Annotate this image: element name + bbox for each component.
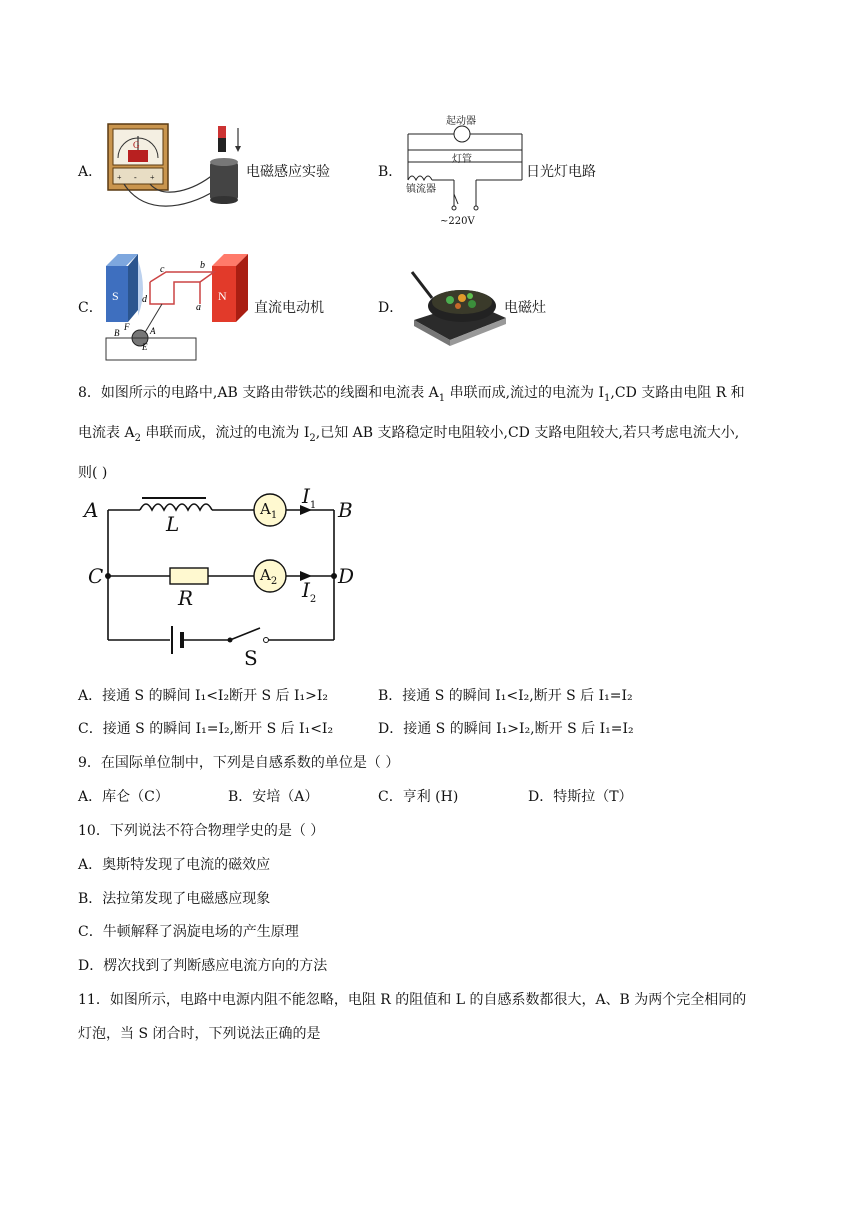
q8-option-b[interactable]: B．接通 S 的瞬间 I₁<I₂,断开 S 后 I₁=I₂ [378, 688, 633, 704]
q11-stem-line1: 11．如图所示，电路中电源内阻不能忽略，电阻 R 的阻值和 L 的自感系数都很大，A、B 为两个完全相同的 [78, 992, 747, 1008]
svg-text:+: + [150, 173, 155, 182]
q7-option-a-label: 电磁感应实验 [246, 164, 330, 180]
q7-option-d-label: 电磁灶 [504, 300, 546, 316]
node-a-label: A [84, 498, 99, 522]
ammeter-a2-label: $A_2$ [260, 566, 278, 587]
fig-starter-label: 起动器 [446, 116, 476, 127]
svg-text:E: E [142, 342, 148, 352]
node-d-label: D [338, 564, 355, 588]
q10-option-c[interactable]: C．牛顿解释了涡旋电场的产生原理 [78, 924, 299, 940]
fig-tube-label: 灯管 [452, 154, 472, 165]
q9-option-d[interactable]: D．特斯拉（T） [528, 789, 633, 805]
node-b-label: B [338, 498, 353, 522]
fluorescent-lamp-circuit-figure [404, 110, 528, 230]
q8-option-a[interactable]: A．接通 S 的瞬间 I₁<I₂断开 S 后 I₁>I₂ [78, 688, 329, 704]
circuit-wires [80, 484, 370, 674]
current-i2-label: $I_2$ [302, 578, 317, 605]
q7-option-b [378, 110, 678, 230]
svg-text:N: N [218, 289, 227, 303]
node-c-label: C [88, 564, 104, 588]
q8-option-c[interactable]: C．接通 S 的瞬间 I₁=I₂,断开 S 后 I₁<I₂ [78, 721, 334, 737]
q10-option-a[interactable]: A．奥斯特发现了电流的磁效应 [78, 857, 271, 873]
resistor-label: R [178, 586, 194, 610]
q10-stem: 10．下列说法不符合物理学史的是（ ） [78, 823, 325, 839]
current-i1-label: $I_1$ [302, 484, 317, 511]
q7-option-c [78, 246, 358, 366]
q7-option-b-letter: B． [378, 164, 403, 180]
svg-text:B: B [114, 328, 120, 338]
svg-text:S: S [112, 289, 119, 303]
q8-option-d[interactable]: D．接通 S 的瞬间 I₁>I₂,断开 S 后 I₁=I₂ [378, 721, 634, 737]
q8-stem-line1: 8．如图所示的电路中,AB 支路由带铁芯的线圈和电流表 $A_1$ 串联而成,流过的电流为 $I_1,CD$ 支路由电阻 R 和 [78, 385, 745, 404]
svg-text:G: G [133, 140, 140, 150]
q7-option-a [78, 118, 358, 208]
svg-text:-: - [134, 173, 137, 182]
ammeter-a1-label: $A_1$ [260, 500, 278, 521]
svg-text:b: b [200, 260, 205, 271]
q9-option-c[interactable]: C．亨利 (H) [378, 789, 459, 805]
q7-option-b-label: 日光灯电路 [526, 164, 596, 180]
q8-stem-line3: 则( ) [78, 464, 108, 481]
inductor-label: L [166, 512, 180, 536]
q11-stem-line2: 灯泡，当 S 闭合时，下列说法正确的是 [78, 1026, 321, 1042]
q10-option-d[interactable]: D．楞次找到了判断感应电流方向的方法 [78, 958, 328, 974]
dc-motor-figure [104, 250, 254, 364]
q9-option-b[interactable]: B．安培（A） [228, 789, 319, 805]
fig-voltage-label: ~220V [440, 216, 475, 227]
q9-stem: 9．在国际单位制中，下列是自感系数的单位是（ ） [78, 755, 400, 771]
svg-text:d: d [142, 294, 147, 305]
q8-circuit-diagram [80, 484, 370, 674]
svg-text:c: c [160, 264, 165, 275]
q7-option-c-label: 直流电动机 [254, 300, 324, 316]
q7-option-d-letter: D． [378, 300, 404, 316]
q7-option-d [378, 258, 578, 358]
q8-stem-line2: 电流表 $A_2$ 串联而成，流过的电流为 $I_2$,已知 AB 支路稳定时电阻较小,CD 支路电阻较大,若只考虑电流大小, [78, 424, 740, 444]
svg-text:+: + [117, 173, 122, 182]
svg-text:a: a [196, 302, 201, 313]
svg-text:F: F [124, 322, 130, 332]
q10-option-b[interactable]: B．法拉第发现了电磁感应现象 [78, 891, 271, 907]
fig-ballast-label: 镇流器 [406, 184, 436, 195]
induction-cooker-figure [410, 258, 510, 348]
q9-option-a[interactable]: A．库仑（C） [78, 789, 169, 805]
switch-label: S [244, 646, 258, 670]
svg-text:A: A [150, 326, 156, 336]
q7-option-c-letter: C． [78, 300, 103, 316]
galvanometer-coil-figure [104, 120, 244, 208]
q8-stem [78, 376, 798, 490]
q7-option-a-letter: A． [78, 164, 103, 180]
